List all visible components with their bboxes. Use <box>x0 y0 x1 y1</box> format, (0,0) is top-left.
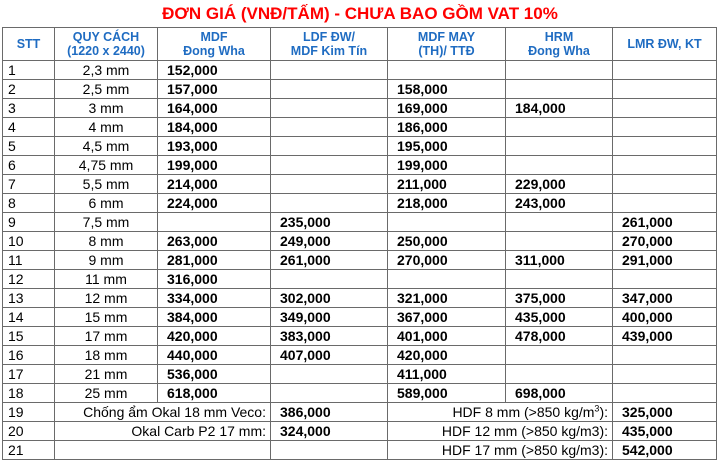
price-ldf-cell: 235,000 <box>271 213 388 232</box>
price-mdf-may-cell <box>388 270 506 289</box>
price-ldf-cell: 349,000 <box>271 308 388 327</box>
price-hrm-cell: 229,000 <box>506 175 613 194</box>
price-hrm-cell <box>506 156 613 175</box>
stt-cell: 16 <box>3 346 55 365</box>
stt-cell: 5 <box>3 137 55 156</box>
price-mdf-cell: 618,000 <box>158 384 271 403</box>
stt-cell: 12 <box>3 270 55 289</box>
price-lmr-cell: 400,000 <box>613 308 717 327</box>
price-ldf-cell: 261,000 <box>271 251 388 270</box>
price-ldf-cell <box>271 137 388 156</box>
price-lmr-cell <box>613 61 717 80</box>
spec-cell: 4,5 mm <box>55 137 158 156</box>
price-hrm-cell: 435,000 <box>506 308 613 327</box>
price-ldf-cell <box>271 61 388 80</box>
price-mdf-may-cell: 211,000 <box>388 175 506 194</box>
price-lmr-cell <box>613 156 717 175</box>
table-row <box>3 80 717 99</box>
spec-cell: 2,5 mm <box>55 80 158 99</box>
price-mdf-may-cell: 270,000 <box>388 251 506 270</box>
price-mdf-cell: 199,000 <box>158 156 271 175</box>
price-lmr-cell <box>613 137 717 156</box>
header-mdf: MDF Đong Wha <box>158 28 271 61</box>
spec-cell: 17 mm <box>55 327 158 346</box>
spec-cell: 12 mm <box>55 289 158 308</box>
footer-left-price: 324,000 <box>271 422 388 441</box>
stt-cell: 1 <box>3 61 55 80</box>
header-lmr: LMR ĐW, KT <box>613 28 717 61</box>
price-mdf-cell: 193,000 <box>158 137 271 156</box>
table-row <box>3 175 717 194</box>
price-mdf-may-cell: 199,000 <box>388 156 506 175</box>
price-ldf-cell: 249,000 <box>271 232 388 251</box>
stt-cell: 2 <box>3 80 55 99</box>
price-hrm-cell: 375,000 <box>506 289 613 308</box>
spec-cell: 25 mm <box>55 384 158 403</box>
price-lmr-cell: 261,000 <box>613 213 717 232</box>
header-ldf: LDF ĐW/ MDF Kim Tín <box>271 28 388 61</box>
price-hrm-cell <box>506 232 613 251</box>
price-mdf-cell: 420,000 <box>158 327 271 346</box>
price-ldf-cell <box>271 384 388 403</box>
stt-cell: 13 <box>3 289 55 308</box>
price-hrm-cell: 698,000 <box>506 384 613 403</box>
footer-row <box>3 441 717 460</box>
stt-cell: 20 <box>3 422 55 441</box>
table-row <box>3 251 717 270</box>
price-hrm-cell: 184,000 <box>506 99 613 118</box>
price-hrm-cell: 311,000 <box>506 251 613 270</box>
price-lmr-cell: 439,000 <box>613 327 717 346</box>
price-mdf-cell: 214,000 <box>158 175 271 194</box>
table-row <box>3 289 717 308</box>
stt-cell: 14 <box>3 308 55 327</box>
spec-cell: 4 mm <box>55 118 158 137</box>
price-lmr-cell: 270,000 <box>613 232 717 251</box>
spec-cell: 11 mm <box>55 270 158 289</box>
price-lmr-cell <box>613 346 717 365</box>
table-row <box>3 346 717 365</box>
price-mdf-cell: 263,000 <box>158 232 271 251</box>
price-ldf-cell <box>271 270 388 289</box>
price-mdf-may-cell: 589,000 <box>388 384 506 403</box>
header-mdf-may: MDF MAY (TH)/ TTĐ <box>388 28 506 61</box>
price-ldf-cell <box>271 118 388 137</box>
price-mdf-cell: 316,000 <box>158 270 271 289</box>
table-row <box>3 232 717 251</box>
header-row <box>3 28 717 61</box>
sheet-title: ĐƠN GIÁ (VNĐ/TẤM) - CHƯA BAO GỒM VAT 10% <box>162 4 558 23</box>
price-ldf-cell <box>271 175 388 194</box>
table-row <box>3 137 717 156</box>
price-hrm-cell <box>506 346 613 365</box>
price-mdf-may-cell: 367,000 <box>388 308 506 327</box>
price-ldf-cell <box>271 80 388 99</box>
price-mdf-may-cell: 411,000 <box>388 365 506 384</box>
price-mdf-may-cell: 321,000 <box>388 289 506 308</box>
price-lmr-cell <box>613 175 717 194</box>
price-hrm-cell <box>506 118 613 137</box>
price-mdf-may-cell: 186,000 <box>388 118 506 137</box>
price-hrm-cell: 478,000 <box>506 327 613 346</box>
spec-cell: 2,3 mm <box>55 61 158 80</box>
footer-row <box>3 422 717 441</box>
stt-cell: 15 <box>3 327 55 346</box>
price-hrm-cell <box>506 365 613 384</box>
spec-cell: 7,5 mm <box>55 213 158 232</box>
price-mdf-cell: 384,000 <box>158 308 271 327</box>
table-row <box>3 99 717 118</box>
price-ldf-cell <box>271 99 388 118</box>
stt-cell: 19 <box>3 403 55 422</box>
spec-cell: 18 mm <box>55 346 158 365</box>
table-row <box>3 365 717 384</box>
stt-cell: 11 <box>3 251 55 270</box>
price-lmr-cell: 347,000 <box>613 289 717 308</box>
price-mdf-cell: 164,000 <box>158 99 271 118</box>
price-mdf-may-cell: 169,000 <box>388 99 506 118</box>
price-mdf-may-cell: 218,000 <box>388 194 506 213</box>
price-mdf-cell: 281,000 <box>158 251 271 270</box>
price-ldf-cell: 407,000 <box>271 346 388 365</box>
price-hrm-cell <box>506 137 613 156</box>
price-ldf-cell <box>271 156 388 175</box>
table-row <box>3 270 717 289</box>
footer-row <box>3 403 717 422</box>
stt-cell: 7 <box>3 175 55 194</box>
price-mdf-may-cell: 420,000 <box>388 346 506 365</box>
table-row <box>3 156 717 175</box>
price-mdf-cell: 536,000 <box>158 365 271 384</box>
footer-right-label: HDF 8 mm (>850 $kg/m^3$): <box>388 403 613 422</box>
price-mdf-cell: 224,000 <box>158 194 271 213</box>
stt-cell: 3 <box>3 99 55 118</box>
spec-cell: 6 mm <box>55 194 158 213</box>
price-mdf-may-cell: 158,000 <box>388 80 506 99</box>
price-mdf-cell: 440,000 <box>158 346 271 365</box>
price-lmr-cell <box>613 118 717 137</box>
footer-right-price: 435,000 <box>613 422 717 441</box>
price-mdf-cell <box>158 213 271 232</box>
table-row <box>3 118 717 137</box>
price-mdf-cell: 152,000 <box>158 61 271 80</box>
price-ldf-cell <box>271 365 388 384</box>
spec-cell: 15 mm <box>55 308 158 327</box>
spec-cell: 8 mm <box>55 232 158 251</box>
price-table <box>2 27 717 460</box>
header-stt: STT <box>3 28 55 61</box>
price-ldf-cell: 302,000 <box>271 289 388 308</box>
stt-cell: 8 <box>3 194 55 213</box>
footer-right-label: HDF 12 mm (>850 kg/m3): <box>388 422 613 441</box>
footer-left-label: Chống ẩm Okal 18 mm Veco: <box>55 403 271 422</box>
spec-cell: 9 mm <box>55 251 158 270</box>
footer-left-price: 386,000 <box>271 403 388 422</box>
price-hrm-cell <box>506 61 613 80</box>
price-lmr-cell <box>613 194 717 213</box>
price-mdf-may-cell: 250,000 <box>388 232 506 251</box>
spec-cell: 21 mm <box>55 365 158 384</box>
price-ldf-cell: 383,000 <box>271 327 388 346</box>
price-mdf-cell: 184,000 <box>158 118 271 137</box>
table-row <box>3 213 717 232</box>
spec-cell: 5,5 mm <box>55 175 158 194</box>
stt-cell: 4 <box>3 118 55 137</box>
price-lmr-cell <box>613 384 717 403</box>
stt-cell: 10 <box>3 232 55 251</box>
price-lmr-cell <box>613 365 717 384</box>
table-row <box>3 194 717 213</box>
table-row <box>3 327 717 346</box>
price-mdf-may-cell <box>388 213 506 232</box>
table-row <box>3 384 717 403</box>
price-ldf-cell <box>271 194 388 213</box>
footer-right-label: HDF 17 mm (>850 kg/m3): <box>388 441 613 460</box>
table-row <box>3 61 717 80</box>
stt-cell: 18 <box>3 384 55 403</box>
footer-right-price: 542,000 <box>613 441 717 460</box>
table-footer <box>3 403 717 460</box>
price-mdf-may-cell: 401,000 <box>388 327 506 346</box>
price-mdf-cell: 334,000 <box>158 289 271 308</box>
price-hrm-cell <box>506 213 613 232</box>
footer-left-label <box>55 441 271 460</box>
price-mdf-may-cell: 195,000 <box>388 137 506 156</box>
price-mdf-may-cell <box>388 61 506 80</box>
price-lmr-cell <box>613 270 717 289</box>
price-hrm-cell <box>506 270 613 289</box>
footer-right-price: 325,000 <box>613 403 717 422</box>
price-hrm-cell: 243,000 <box>506 194 613 213</box>
price-lmr-cell <box>613 80 717 99</box>
spec-cell: 4,75 mm <box>55 156 158 175</box>
stt-cell: 6 <box>3 156 55 175</box>
stt-cell: 21 <box>3 441 55 460</box>
footer-left-label: Okal Carb P2 17 mm: <box>55 422 271 441</box>
price-hrm-cell <box>506 80 613 99</box>
header-hrm: HRM Đong Wha <box>506 28 613 61</box>
stt-cell: 17 <box>3 365 55 384</box>
table-row <box>3 308 717 327</box>
price-mdf-cell: 157,000 <box>158 80 271 99</box>
stt-cell: 9 <box>3 213 55 232</box>
header-spec: QUY CÁCH (1220 x 2440) <box>55 28 158 61</box>
price-lmr-cell: 291,000 <box>613 251 717 270</box>
price-lmr-cell <box>613 99 717 118</box>
footer-left-price <box>271 441 388 460</box>
spec-cell: 3 mm <box>55 99 158 118</box>
table-body <box>3 61 717 403</box>
